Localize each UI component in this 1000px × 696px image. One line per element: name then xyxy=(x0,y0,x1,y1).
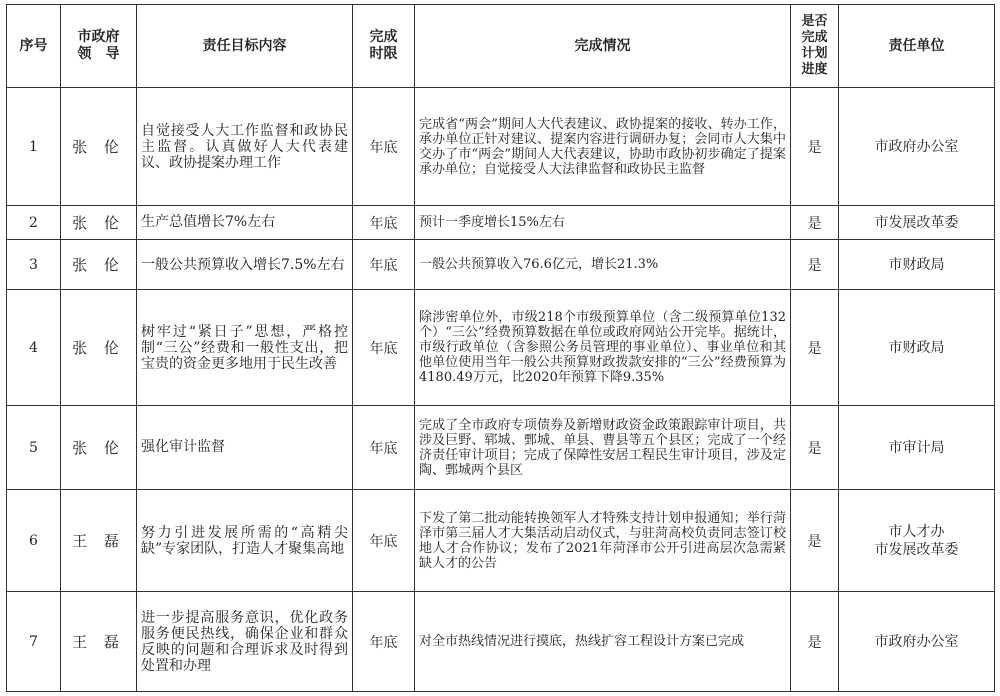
row-ontrack: 是 xyxy=(791,592,839,692)
table-row xyxy=(7,290,995,406)
row-unit: 市财政局 xyxy=(839,240,995,290)
table-row xyxy=(7,206,995,240)
row-unit: 市财政局 xyxy=(839,290,995,406)
row-leader: 王 磊 xyxy=(61,592,137,692)
row-target: 进一步提高服务意识，优化政务服务便民热线，确保企业和群众反映的问题和合理诉求及时得到处置和办理 xyxy=(137,592,353,692)
row-target: 自觉接受人大工作监督和政协民主监督。认真做好人大代表建议、政协提案办理工作 xyxy=(137,88,353,206)
row-unit: 市发展改革委 xyxy=(839,206,995,240)
row-unit-line2: 市发展改革委 xyxy=(874,541,959,558)
header-ontrack-line1: 是否 xyxy=(801,14,828,29)
row-leader: 王 磊 xyxy=(61,490,137,592)
row-unit-line1: 市人才办 xyxy=(888,523,945,540)
row-seq: 3 xyxy=(7,240,61,290)
header-target: 责任目标内容 xyxy=(137,5,353,88)
row-seq: 6 xyxy=(7,490,61,592)
header-leader-line2: 领 导 xyxy=(77,46,120,62)
row-leader: 张 伦 xyxy=(61,240,137,290)
table-row xyxy=(7,592,995,692)
row-target: 一般公共预算收入增长7.5%左右 xyxy=(137,240,353,290)
row-unit: 市政府办公室 xyxy=(839,88,995,206)
header-deadline xyxy=(353,5,415,88)
row-ontrack: 是 xyxy=(791,290,839,406)
row-deadline: 年底 xyxy=(353,406,415,490)
row-ontrack: 是 xyxy=(791,490,839,592)
row-target: 努力引进发展所需的“高精尖缺”专家团队，打造人才聚集高地 xyxy=(137,490,353,592)
table-row xyxy=(7,88,995,206)
row-status: 完成了全市政府专项债券及新增财政资金政策跟踪审计项目，共涉及巨野、郓城、鄄城、单县、曹县等五个县区；完成了一个经济责任审计项目；完成了保障性安居工程民生审计项目，涉及定陶、鄄城两个县区 xyxy=(415,406,791,490)
header-deadline-line2: 时限 xyxy=(369,46,398,62)
row-deadline: 年底 xyxy=(353,592,415,692)
row-seq: 4 xyxy=(7,290,61,406)
row-target: 树牢过“紧日子”思想，严格控制“三公”经费和一般性支出，把宝贵的资金更多地用于民生改善 xyxy=(137,290,353,406)
row-seq: 7 xyxy=(7,592,61,692)
header-deadline-line1: 完成 xyxy=(369,29,398,45)
table-row xyxy=(7,240,995,290)
row-deadline: 年底 xyxy=(353,290,415,406)
row-target: 强化审计监督 xyxy=(137,406,353,490)
row-status: 对全市热线情况进行摸底，热线扩容工程设计方案已完成 xyxy=(415,592,791,692)
row-deadline: 年底 xyxy=(353,88,415,206)
header-ontrack-line4: 进度 xyxy=(801,62,828,77)
row-status: 一般公共预算收入76.6亿元，增长21.3% xyxy=(415,240,791,290)
table-row xyxy=(7,406,995,490)
row-leader: 张 伦 xyxy=(61,88,137,206)
row-target: 生产总值增长7%左右 xyxy=(137,206,353,240)
row-deadline: 年底 xyxy=(353,240,415,290)
row-seq: 2 xyxy=(7,206,61,240)
row-ontrack: 是 xyxy=(791,88,839,206)
row-status: 完成省“两会”期间人大代表建议、政协提案的接收、转办工作，承办单位正针对建议、提案内容进行调研办复；会同市人大集中交办了市“两会”期间人大代表建议，协助市政协初步确定了提案承办单位；自觉接受人大法律监督和政协民主监督 xyxy=(415,88,791,206)
row-unit: 市审计局 xyxy=(839,406,995,490)
row-ontrack: 是 xyxy=(791,240,839,290)
row-ontrack: 是 xyxy=(791,406,839,490)
header-leader-line1: 市政府 xyxy=(77,29,120,45)
row-ontrack: 是 xyxy=(791,206,839,240)
header-unit: 责任单位 xyxy=(839,5,995,88)
row-leader: 张 伦 xyxy=(61,206,137,240)
row-status: 预计一季度增长15%左右 xyxy=(415,206,791,240)
header-ontrack-line3: 计划 xyxy=(801,46,828,61)
table-row xyxy=(7,490,995,592)
row-status: 除涉密单位外，市级218个市级预算单位（含二级预算单位132个）“三公”经费预算数据在单位或政府网站公开完毕。据统计，市级行政单位（含参照公务员管理的事业单位）、事业单位和其他单位使用当年一般公共预算财政拨款安排的“三公”经费预算为4180.49万元，比2020年预算下降9.35% xyxy=(415,290,791,406)
row-seq: 5 xyxy=(7,406,61,490)
row-unit xyxy=(839,490,995,592)
row-seq: 1 xyxy=(7,88,61,206)
row-deadline: 年底 xyxy=(353,206,415,240)
header-ontrack xyxy=(791,5,839,88)
header-seq: 序号 xyxy=(7,5,61,88)
row-status: 下发了第二批动能转换领军人才特殊支持计划申报通知；举行菏泽市第三届人才大集活动启动仪式，与驻菏高校负责同志签订校地人才合作协议；发布了2021年菏泽市公开引进高层次急需紧缺人才的公告 xyxy=(415,490,791,592)
row-leader: 张 伦 xyxy=(61,406,137,490)
header-ontrack-line2: 完成 xyxy=(801,30,828,45)
row-leader: 张 伦 xyxy=(61,290,137,406)
row-unit: 市政府办公室 xyxy=(839,592,995,692)
row-deadline: 年底 xyxy=(353,490,415,592)
header-leader xyxy=(61,5,137,88)
header-status: 完成情况 xyxy=(415,5,791,88)
responsibility-table xyxy=(6,4,995,692)
header-row xyxy=(7,5,995,88)
